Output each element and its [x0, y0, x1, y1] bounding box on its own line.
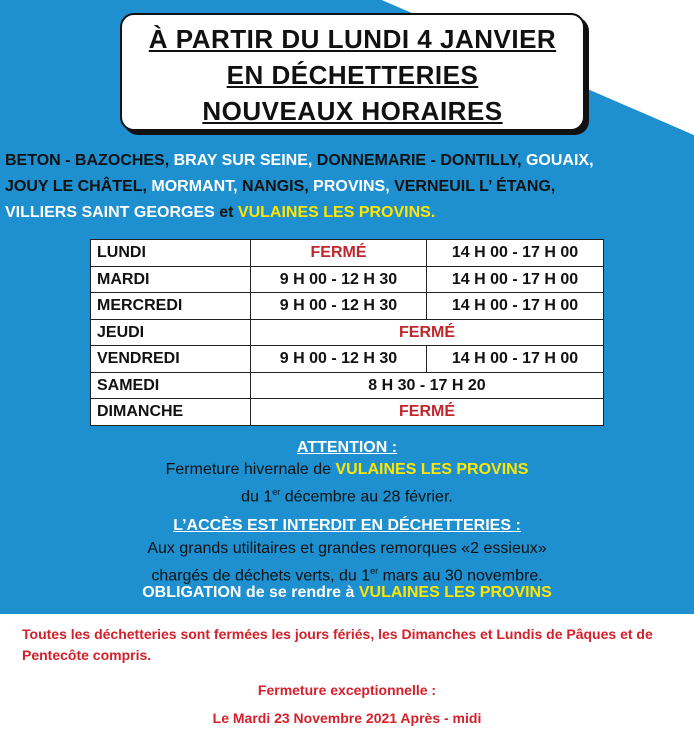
town-mormant: MORMANT, [151, 178, 243, 195]
obligation-label: OBLIGATION [142, 584, 242, 601]
towns-list [5, 148, 689, 226]
winter-closure-start: du 1 [241, 488, 273, 506]
exceptional-closure-date: Le Mardi 23 Novembre 2021 Après - midi [212, 710, 482, 726]
title-line-2: EN DÉCHETTERIES [226, 60, 479, 90]
obligation-text: de se rendre à [241, 584, 359, 601]
ordinal-suffix: er [370, 566, 379, 576]
attention-heading-line [0, 437, 694, 459]
attention-line-1 [0, 459, 694, 481]
town-provins: PROVINS, [313, 178, 395, 195]
table-row [91, 373, 603, 400]
access-period-end: mars au 30 novembre. [378, 567, 543, 585]
day-thursday: JEUDI [91, 320, 251, 346]
table-row [91, 346, 603, 373]
day-sunday: DIMANCHE [91, 399, 251, 425]
access-heading-line [0, 515, 694, 537]
tuesday-afternoon: 14 H 00 - 17 H 00 [451, 270, 579, 288]
title-line-3: NOUVEAUX HORAIRES [202, 96, 503, 126]
town-beton-bazoches: BETON - BAZOCHES, [5, 152, 174, 169]
attention-heading: ATTENTION : [296, 439, 398, 456]
town-nangis: NANGIS, [242, 178, 314, 195]
town-jouy-le-chatel: JOUY LE CHÂTEL, [5, 178, 152, 195]
access-line-1: Aux grands utilitaires et grandes remorques «2 essieux» [147, 540, 547, 557]
table-row [91, 240, 603, 267]
monday-afternoon: 14 H 00 - 17 H 00 [451, 244, 579, 261]
friday-afternoon: 14 H 00 - 17 H 00 [451, 350, 579, 367]
ordinal-suffix: er [272, 487, 281, 497]
town-vulaines-les-provins: VULAINES LES PROVINS. [237, 204, 436, 221]
exceptional-closure-label: Fermeture exceptionnelle : [257, 682, 437, 698]
access-period-start: chargés de déchets verts, du 1 [151, 567, 371, 585]
winter-closure-site: VULAINES LES PROVINS [335, 461, 529, 478]
thursday-hours: FERMÉ [399, 323, 455, 341]
attention-line-2 [0, 481, 694, 508]
holidays-notice: Toutes les déchetteries sont fermées les jours fériés, les Dimanches et Lundis de Pâques et de Pentecôte compris. [22, 626, 653, 663]
wednesday-morning: 9 H 00 - 12 H 30 [251, 293, 427, 319]
access-heading: L’ACCÈS EST INTERDIT EN DÉCHETTERIES : [173, 517, 521, 534]
title-box [120, 13, 585, 131]
monday-morning: FERMÉ [251, 240, 427, 266]
friday-morning: 9 H 00 - 12 H 30 [251, 346, 427, 372]
day-monday: LUNDI [91, 240, 251, 266]
table-row [91, 267, 603, 294]
town-gouaix: GOUAIX, [525, 152, 594, 169]
schedule-table [90, 239, 604, 426]
town-verneuil-l-etang: VERNEUIL L’ ÉTANG, [394, 178, 556, 195]
saturday-hours: 8 H 30 - 17 H 20 [368, 376, 486, 394]
town-bray-sur-seine: BRAY SUR SEINE, [173, 152, 317, 169]
day-friday: VENDREDI [91, 346, 251, 372]
access-line-3 [0, 582, 694, 604]
title-line-1: À PARTIR DU LUNDI 4 JANVIER [148, 24, 557, 54]
table-row [91, 399, 603, 425]
obligation-site: VULAINES LES PROVINS [358, 584, 552, 601]
winter-closure-end: décembre au 28 février. [280, 488, 453, 506]
town-conjunction: et [219, 204, 238, 221]
winter-closure-text: Fermeture hivernale de [165, 461, 336, 478]
table-row [91, 320, 603, 347]
tuesday-morning: 9 H 00 - 12 H 30 [251, 267, 427, 293]
table-row [91, 293, 603, 320]
wednesday-afternoon: 14 H 00 - 17 H 00 [451, 297, 579, 314]
town-villiers-saint-georges: VILLIERS SAINT GEORGES [5, 204, 220, 221]
sunday-hours: FERMÉ [399, 403, 455, 420]
day-saturday: SAMEDI [91, 373, 251, 399]
town-donnemarie-dontilly: DONNEMARIE - DONTILLY, [316, 152, 526, 169]
day-tuesday: MARDI [91, 267, 251, 293]
day-wednesday: MERCREDI [91, 293, 251, 319]
